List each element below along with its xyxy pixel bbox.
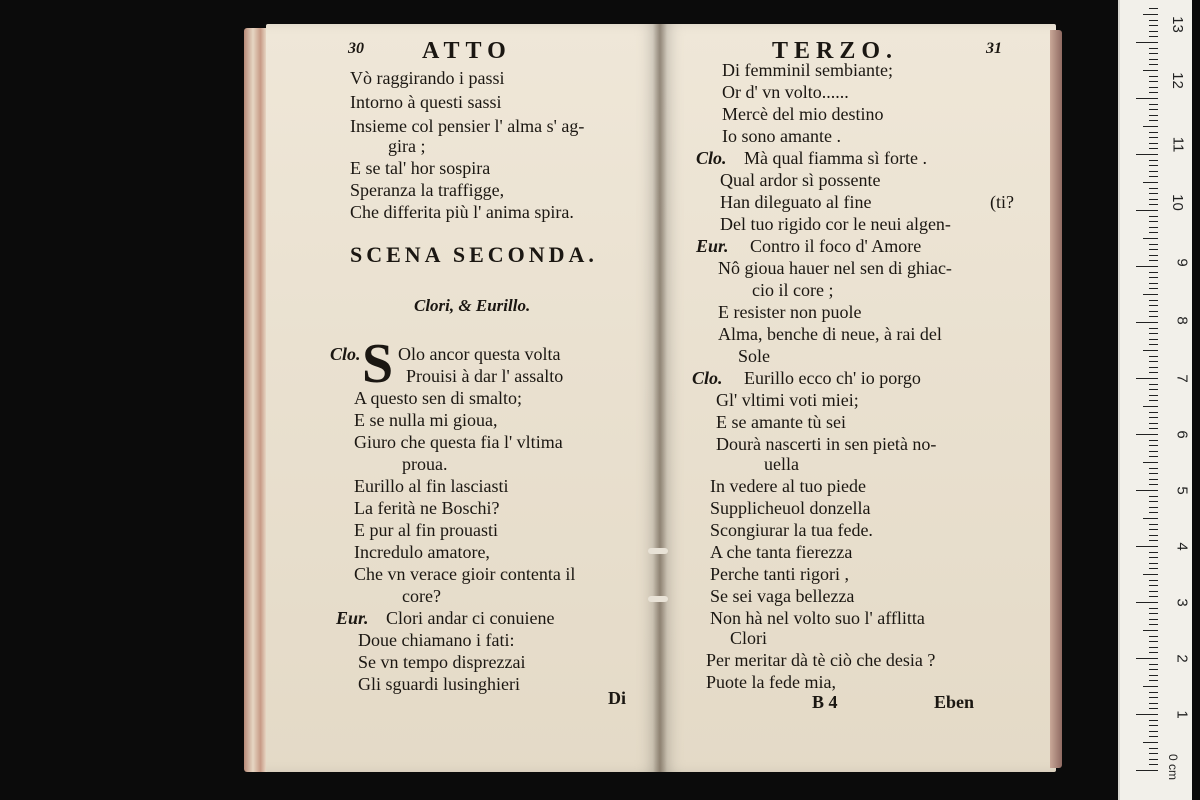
ruler-number: 3 xyxy=(1173,598,1191,607)
right-page-header: TERZO. xyxy=(772,38,899,64)
ruler-tick xyxy=(1149,64,1158,65)
ruler-tick xyxy=(1149,417,1158,418)
ruler-tick xyxy=(1149,277,1158,278)
ruler-tick xyxy=(1149,580,1158,581)
verse-line: Gli sguardi lusinghieri xyxy=(358,674,520,694)
ruler-tick xyxy=(1149,753,1158,754)
ruler-number: 1 xyxy=(1173,710,1191,719)
verse-line: Che vn verace gioir contenta il xyxy=(354,564,576,584)
ruler-tick xyxy=(1149,692,1158,693)
ruler-tick xyxy=(1136,266,1158,267)
ruler-tick xyxy=(1149,356,1158,357)
ruler-tick xyxy=(1149,664,1158,665)
ruler-tick xyxy=(1143,518,1158,519)
ruler-tick xyxy=(1149,92,1158,93)
ruler-tick xyxy=(1149,451,1158,452)
catchword: Di xyxy=(608,688,626,708)
ruler-tick xyxy=(1149,249,1158,250)
ruler-tick xyxy=(1149,311,1158,312)
speaker-label: Eur. xyxy=(696,236,729,256)
verse-line: Eurillo al fin lasciasti xyxy=(354,476,509,496)
ruler-tick xyxy=(1149,372,1158,373)
ruler-tick xyxy=(1149,759,1158,760)
ruler-tick xyxy=(1136,98,1158,99)
ruler-tick xyxy=(1149,204,1158,205)
ruler-tick xyxy=(1149,428,1158,429)
verse-line: E se amante tù sei xyxy=(716,412,846,432)
left-page xyxy=(266,24,660,772)
verse-line: A questo sen di smalto; xyxy=(354,388,522,408)
ruler-tick xyxy=(1149,440,1158,441)
ruler-tick xyxy=(1149,160,1158,161)
verse-line: Olo ancor questa volta xyxy=(398,344,561,364)
ruler-number: 7 xyxy=(1173,374,1191,383)
speaker-label: Clo. xyxy=(330,344,361,364)
ruler-tick xyxy=(1143,406,1158,407)
ruler-tick xyxy=(1149,31,1158,32)
ruler-tick xyxy=(1149,596,1158,597)
ruler-tick xyxy=(1149,20,1158,21)
ruler-tick xyxy=(1149,395,1158,396)
ruler-tick xyxy=(1149,227,1158,228)
verse-line: Qual ardor sì possente xyxy=(720,170,881,190)
ruler-number: 4 xyxy=(1173,542,1191,551)
ruler-tick xyxy=(1149,115,1158,116)
ruler-tick xyxy=(1143,462,1158,463)
verse-line: Mà qual fiamma sì forte . xyxy=(744,148,927,168)
ruler-tick xyxy=(1149,479,1158,480)
verse-line: gira ; xyxy=(388,136,426,156)
verse-line: Non hà nel volto suo l' afflitta xyxy=(710,608,925,628)
ruler-tick xyxy=(1149,188,1158,189)
ruler-tick xyxy=(1143,742,1158,743)
verse-line: Han dileguato al fine xyxy=(720,192,872,212)
ruler-tick xyxy=(1149,104,1158,105)
ruler-tick xyxy=(1149,613,1158,614)
ruler-tick xyxy=(1143,630,1158,631)
ruler-tick xyxy=(1149,647,1158,648)
verse-line: Speranza la traffigge, xyxy=(350,180,505,200)
ruler-tick xyxy=(1149,25,1158,26)
verse-line: Puote la fede mia, xyxy=(706,672,836,692)
drop-capital: S xyxy=(362,333,394,395)
ruler-tick xyxy=(1136,714,1158,715)
verse-line: proua. xyxy=(402,454,448,474)
ruler-tick xyxy=(1149,731,1158,732)
ruler-tick xyxy=(1149,557,1158,558)
ruler-tick xyxy=(1149,384,1158,385)
ruler-tick xyxy=(1149,87,1158,88)
verse-line: Prouisi à dar l' assalto xyxy=(406,366,564,386)
left-page-number: 30 xyxy=(348,40,364,57)
ruler-tick xyxy=(1136,658,1158,659)
turnover-word: (ti? xyxy=(990,192,1014,212)
ruler-tick xyxy=(1149,552,1158,553)
ruler-tick xyxy=(1149,708,1158,709)
ruler-tick xyxy=(1149,137,1158,138)
ruler-tick xyxy=(1149,720,1158,721)
ruler-tick xyxy=(1149,199,1158,200)
verse-line: Incredulo amatore, xyxy=(354,542,490,562)
ruler-tick xyxy=(1149,171,1158,172)
ruler-tick xyxy=(1149,255,1158,256)
verse-line: Scongiurar la tua fede. xyxy=(710,520,873,540)
ruler-tick xyxy=(1149,288,1158,289)
ruler-tick xyxy=(1149,641,1158,642)
ruler-tick xyxy=(1149,764,1158,765)
scene-title: SCENA SECONDA. xyxy=(350,242,598,267)
ruler-tick xyxy=(1149,703,1158,704)
ruler-number: 12 xyxy=(1169,72,1187,89)
verse-line: Gl' vltimi voti miei; xyxy=(716,390,859,410)
binding-thread xyxy=(648,548,668,554)
ruler-tick xyxy=(1149,8,1158,9)
measuring-ruler xyxy=(1118,0,1192,800)
verse-line: Per meritar dà tè ciò che desia ? xyxy=(706,650,936,670)
book-edge-right xyxy=(1050,30,1062,768)
speaker-label: Clo. xyxy=(696,148,727,168)
binding-thread xyxy=(648,596,668,602)
ruler-tick xyxy=(1143,70,1158,71)
ruler-tick xyxy=(1149,244,1158,245)
ruler-tick xyxy=(1149,143,1158,144)
ruler-tick xyxy=(1149,272,1158,273)
ruler-tick xyxy=(1149,81,1158,82)
ruler-tick xyxy=(1149,260,1158,261)
verse-line: La ferità ne Boschi? xyxy=(354,498,500,518)
verse-line: Mercè del mio destino xyxy=(722,104,884,124)
ruler-number: 2 xyxy=(1173,654,1191,663)
ruler-tick xyxy=(1149,697,1158,698)
ruler-tick xyxy=(1136,490,1158,491)
book-gutter xyxy=(653,24,667,772)
ruler-tick xyxy=(1149,456,1158,457)
ruler-tick xyxy=(1143,574,1158,575)
ruler-tick xyxy=(1149,412,1158,413)
ruler-tick xyxy=(1149,109,1158,110)
ruler-tick xyxy=(1136,322,1158,323)
ruler-tick xyxy=(1149,680,1158,681)
ruler-number: 5 xyxy=(1173,486,1191,495)
ruler-tick xyxy=(1149,507,1158,508)
verse-line: Se vn tempo disprezzai xyxy=(358,652,526,672)
ruler-number: 10 xyxy=(1169,194,1187,211)
ruler-tick xyxy=(1149,333,1158,334)
ruler-tick xyxy=(1149,512,1158,513)
ruler-tick xyxy=(1143,686,1158,687)
verse-line: Giuro che questa fia l' vltima xyxy=(354,432,563,452)
catchword: Eben xyxy=(934,692,975,712)
ruler-tick xyxy=(1149,748,1158,749)
ruler-tick xyxy=(1149,165,1158,166)
verse-line: cio il core ; xyxy=(752,280,834,300)
open-book xyxy=(244,24,1064,776)
ruler-tick xyxy=(1149,76,1158,77)
ruler-tick xyxy=(1149,36,1158,37)
ruler-number: 11 xyxy=(1169,136,1187,153)
ruler-tick xyxy=(1149,468,1158,469)
ruler-tick xyxy=(1149,568,1158,569)
ruler-tick xyxy=(1149,176,1158,177)
ruler-tick xyxy=(1149,400,1158,401)
signature-mark: B 4 xyxy=(812,692,838,712)
ruler-tick xyxy=(1149,316,1158,317)
ruler-tick xyxy=(1149,193,1158,194)
ruler-number: 9 xyxy=(1173,258,1191,267)
ruler-tick xyxy=(1149,496,1158,497)
ruler-tick xyxy=(1149,361,1158,362)
ruler-tick xyxy=(1136,546,1158,547)
verse-line: Del tuo rigido cor le neui algen- xyxy=(720,214,951,234)
ruler-tick xyxy=(1149,339,1158,340)
verse-line: Clori andar ci conuiene xyxy=(386,608,555,628)
verse-line: E se tal' hor sospira xyxy=(350,158,491,178)
ruler-tick xyxy=(1143,350,1158,351)
ruler-tick xyxy=(1149,591,1158,592)
ruler-tick xyxy=(1143,14,1158,15)
ruler-tick xyxy=(1149,216,1158,217)
left-page-header: ATTO xyxy=(422,38,512,64)
verse-line: Dourà nascerti in sen pietà no- xyxy=(716,434,937,454)
ruler-tick xyxy=(1149,53,1158,54)
verse-line: Doue chiamano i fati: xyxy=(358,630,515,650)
ruler-tick xyxy=(1143,126,1158,127)
verse-line: A che tanta fierezza xyxy=(710,542,853,562)
ruler-tick xyxy=(1149,132,1158,133)
ruler-tick xyxy=(1149,232,1158,233)
verse-line: core? xyxy=(402,586,441,606)
ruler-tick xyxy=(1149,725,1158,726)
verse-line: E pur al fin prouasti xyxy=(354,520,498,540)
ruler-tick xyxy=(1149,652,1158,653)
verse-line: Se sei vaga bellezza xyxy=(710,586,855,606)
ruler-number: 13 xyxy=(1169,16,1187,33)
ruler-tick xyxy=(1149,300,1158,301)
ruler-number: 8 xyxy=(1173,316,1191,325)
ruler-tick xyxy=(1149,305,1158,306)
ruler-tick xyxy=(1149,120,1158,121)
ruler-tick xyxy=(1143,294,1158,295)
ruler-tick xyxy=(1136,434,1158,435)
verse-line: uella xyxy=(764,454,799,474)
ruler-tick xyxy=(1149,563,1158,564)
ruler-tick xyxy=(1136,378,1158,379)
verse-line: Che differita più l' anima spira. xyxy=(350,202,574,222)
ruler-tick xyxy=(1149,636,1158,637)
ruler-tick xyxy=(1149,221,1158,222)
ruler-tick xyxy=(1149,445,1158,446)
ruler-tick xyxy=(1149,529,1158,530)
ruler-tick xyxy=(1149,367,1158,368)
verse-line: Vò raggirando i passi xyxy=(350,68,505,88)
speaker-label: Clo. xyxy=(692,368,723,388)
ruler-tick xyxy=(1149,669,1158,670)
ruler-tick xyxy=(1136,42,1158,43)
right-page-number: 31 xyxy=(986,40,1002,57)
ruler-tick xyxy=(1149,344,1158,345)
verse-line: Insieme col pensier l' alma s' ag- xyxy=(350,116,585,136)
ruler-tick xyxy=(1136,210,1158,211)
ruler-tick xyxy=(1143,182,1158,183)
ruler-tick xyxy=(1149,624,1158,625)
ruler-tick xyxy=(1149,675,1158,676)
verse-line: Intorno à questi sassi xyxy=(350,92,502,112)
ruler-number: 6 xyxy=(1173,430,1191,439)
verse-line: Alma, benche di neue, à rai del xyxy=(718,324,942,344)
ruler-tick xyxy=(1149,736,1158,737)
ruler-tick xyxy=(1136,770,1158,771)
ruler-tick xyxy=(1149,283,1158,284)
ruler-tick xyxy=(1149,585,1158,586)
ruler-tick xyxy=(1149,540,1158,541)
ruler-tick xyxy=(1136,602,1158,603)
verse-line: Sole xyxy=(738,346,771,366)
ruler-tick xyxy=(1149,484,1158,485)
verse-line: Or d' vn volto...... xyxy=(722,82,849,102)
verse-line: Di femminil sembiante; xyxy=(722,60,893,80)
verse-line: E resister non puole xyxy=(718,302,862,322)
ruler-tick xyxy=(1149,524,1158,525)
right-page xyxy=(660,24,1056,772)
speaker-label: Eur. xyxy=(336,608,369,628)
verse-line: In vedere al tuo piede xyxy=(710,476,866,496)
verse-line: Nô gioua hauer nel sen di ghiac- xyxy=(718,258,952,278)
verse-line: E se nulla mi gioua, xyxy=(354,410,498,430)
verse-line: Clori xyxy=(730,628,768,648)
ruler-tick xyxy=(1149,389,1158,390)
ruler-tick xyxy=(1136,154,1158,155)
ruler-tick xyxy=(1149,148,1158,149)
ruler-tick xyxy=(1143,238,1158,239)
verse-line: Eurillo ecco ch' io porgo xyxy=(744,368,921,388)
ruler-tick xyxy=(1149,473,1158,474)
ruler-tick xyxy=(1149,608,1158,609)
verse-line: Perche tanti rigori , xyxy=(710,564,849,584)
ruler-tick xyxy=(1149,501,1158,502)
ruler-tick xyxy=(1149,59,1158,60)
verse-line: Io sono amante . xyxy=(722,126,841,146)
ruler-tick xyxy=(1149,535,1158,536)
scene-cast: Clori, & Eurillo. xyxy=(414,296,531,315)
ruler-tick xyxy=(1149,423,1158,424)
ruler-tick xyxy=(1149,619,1158,620)
verse-line: Contro il foco d' Amore xyxy=(750,236,922,256)
ruler-tick xyxy=(1149,48,1158,49)
ruler-unit-label: 0 cm xyxy=(1165,753,1180,781)
ruler-tick xyxy=(1149,328,1158,329)
verse-line: Supplicheuol donzella xyxy=(710,498,871,518)
